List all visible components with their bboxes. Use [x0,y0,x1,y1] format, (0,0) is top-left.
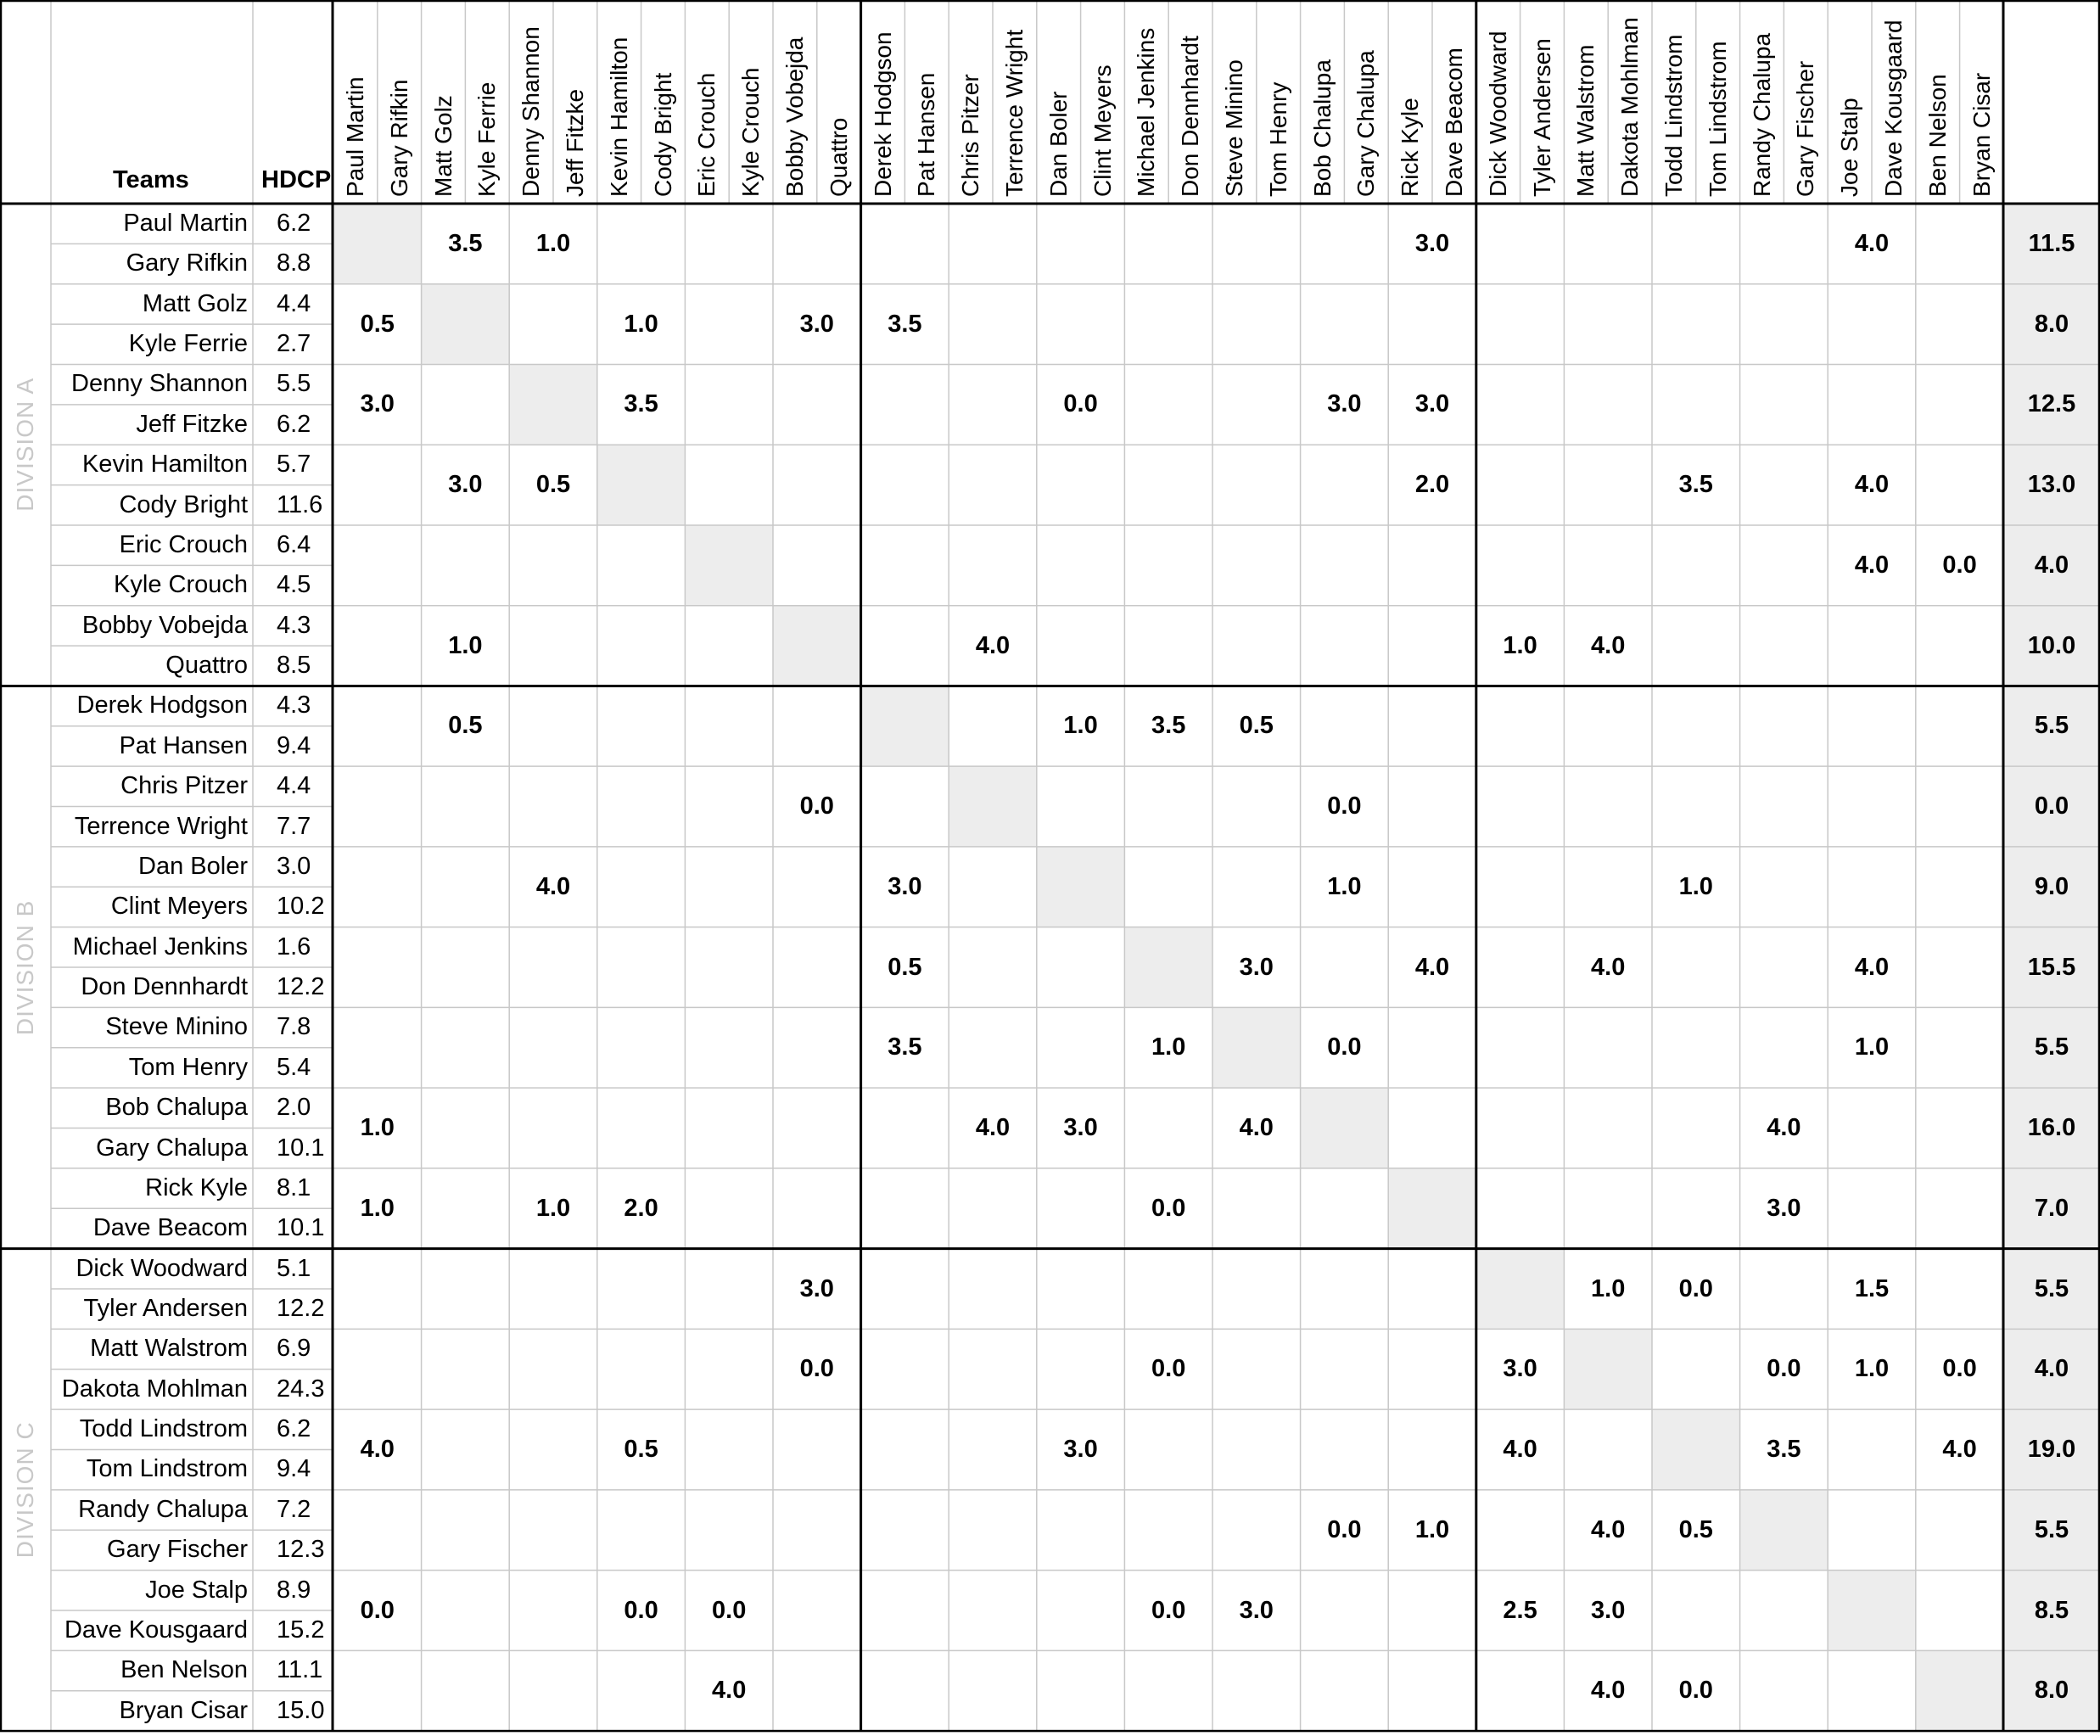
column-header-player: Matt Golz [429,95,456,197]
match-score: 3.5 [624,390,658,418]
match-score: 3.0 [799,1274,834,1302]
column-header-player: Quattro [825,117,852,197]
self-match-cell [597,445,686,525]
column-header-player: Dakota Mohlman [1616,17,1644,197]
match-score: 0.5 [1239,712,1274,740]
player-name: Kyle Ferrie [128,330,248,358]
player-hdcp: 5.1 [277,1254,311,1282]
teams-header: Teams [113,166,189,193]
player-hdcp: 7.2 [277,1495,311,1523]
match-score: 0.0 [799,1355,834,1383]
match-score: 4.0 [1414,953,1450,981]
player-name: Clint Meyers [110,893,248,921]
team-total: 8.0 [2034,310,2069,338]
match-score: 1.0 [1591,1274,1626,1302]
player-hdcp: 6.4 [277,530,311,558]
player-name: Dan Boler [138,852,248,880]
player-name: Denny Shannon [71,370,248,398]
match-score: 0.0 [1942,1355,1977,1383]
column-header-player: Bobby Vobejda [781,36,808,197]
match-score: 4.0 [1591,1677,1626,1705]
column-header-player: Kevin Hamilton [605,36,632,197]
match-score: 0.0 [360,1596,395,1624]
player-hdcp: 5.7 [277,451,311,479]
self-match-cell [773,606,861,686]
column-header-player: Terrence Wright [1001,29,1028,197]
match-score: 3.0 [888,872,922,900]
player-hdcp: 2.7 [277,330,311,358]
column-header-player: Derek Hodgson [869,31,896,197]
match-score: 0.0 [1151,1596,1186,1624]
match-score: 3.5 [1767,1436,1801,1464]
match-score: 3.5 [1151,712,1186,740]
player-name: Don Dennhardt [81,973,248,1001]
match-score: 0.5 [360,310,395,338]
column-header-player: Joe Stalp [1836,98,1863,197]
match-score: 0.0 [1942,551,1977,579]
match-score: 1.0 [535,230,571,257]
column-header-player: Tyler Andersen [1528,38,1555,197]
division-label: DIVISION C [12,1421,38,1559]
team-total: 10.0 [2027,631,2076,659]
division-label: DIVISION A [12,378,38,512]
player-hdcp: 10.2 [277,893,325,921]
match-score: 3.5 [888,310,922,338]
team-total: 11.5 [2028,230,2075,257]
column-header-player: Pat Hansen [913,72,940,197]
match-score: 2.0 [624,1194,658,1222]
player-hdcp: 8.5 [277,652,311,680]
self-match-cell [1652,1409,1740,1490]
match-score: 3.0 [1591,1596,1626,1624]
self-match-cell [1388,1168,1476,1249]
player-hdcp: 15.2 [277,1616,325,1644]
player-hdcp: 2.0 [277,1094,311,1122]
player-hdcp: 7.8 [277,1013,311,1041]
match-score: 1.0 [1854,1355,1890,1383]
player-name: Kevin Hamilton [81,451,248,479]
team-total: 5.5 [2034,712,2069,740]
player-name: Dave Kousgaard [64,1616,248,1644]
player-name: Randy Chalupa [78,1495,248,1523]
match-score: 4.0 [1239,1114,1274,1142]
player-name: Matt Golz [142,289,248,317]
column-header-player: Kyle Crouch [737,67,764,197]
player-name: Todd Lindstrom [79,1415,248,1443]
player-hdcp: 11.6 [277,490,323,518]
column-header-player: Tom Lindstrom [1704,41,1731,197]
match-score: 3.0 [1063,1436,1098,1464]
match-score: 0.0 [1151,1355,1186,1383]
match-score: 1.0 [1327,872,1362,900]
team-total: 0.0 [2034,792,2069,820]
player-hdcp: 11.1 [277,1656,323,1684]
player-hdcp: 6.9 [277,1335,311,1363]
player-name: Matt Walstrom [90,1335,248,1363]
team-total: 8.5 [2034,1596,2069,1624]
player-name: Tom Henry [128,1053,248,1081]
team-total: 15.5 [2027,953,2076,981]
player-name: Michael Jenkins [72,932,248,960]
self-match-cell [1916,1650,2004,1731]
player-hdcp: 3.0 [277,852,311,880]
self-match-cell [1828,1571,1916,1651]
match-score: 1.0 [1503,631,1537,659]
match-score: 4.0 [1591,953,1626,981]
match-score: 0.0 [1678,1274,1713,1302]
self-match-cell [1301,1088,1389,1168]
player-hdcp: 6.2 [277,410,311,438]
column-header-player: Jeff Fitzke [562,88,588,197]
team-total: 8.0 [2034,1677,2069,1705]
player-name: Paul Martin [123,210,248,237]
match-score: 4.0 [712,1677,747,1705]
player-hdcp: 4.4 [277,289,311,317]
player-hdcp: 5.5 [277,370,311,398]
team-total: 13.0 [2027,471,2076,499]
match-score: 3.5 [448,230,483,257]
player-hdcp: 9.4 [277,731,311,759]
column-header-player: Gary Chalupa [1352,50,1380,197]
column-header-player: Randy Chalupa [1748,32,1775,197]
team-total: 9.0 [2034,872,2069,900]
match-score: 1.0 [624,310,658,338]
match-score: 3.0 [799,310,834,338]
player-name: Ben Nelson [120,1656,248,1684]
match-score: 1.0 [360,1194,395,1222]
match-score: 4.0 [1503,1436,1537,1464]
player-name: Dave Beacom [92,1214,248,1242]
team-total: 5.5 [2034,1033,2069,1061]
player-name: Joe Stalp [145,1576,248,1604]
match-score: 0.0 [1063,390,1098,418]
division-label: DIVISION B [12,899,38,1035]
column-header-player: Matt Walstrom [1572,44,1599,197]
match-score: 1.0 [360,1114,395,1142]
match-score: 0.0 [1678,1677,1713,1705]
match-score: 0.0 [1151,1194,1186,1222]
self-match-cell [1124,927,1212,1008]
self-match-cell [333,204,422,284]
player-hdcp: 1.6 [277,932,311,960]
match-score: 4.0 [1591,631,1626,659]
column-header-player: Paul Martin [342,76,368,197]
self-match-cell [861,686,949,766]
match-score: 0.0 [1327,1515,1362,1543]
player-name: Dick Woodward [76,1254,248,1282]
player-name: Gary Chalupa [96,1134,248,1162]
column-header-player: Gary Fischer [1792,60,1819,197]
player-name: Steve Minino [105,1013,248,1041]
match-score: 3.0 [448,471,483,499]
column-header-player: Dave Kousgaard [1880,20,1907,197]
match-score: 3.0 [1414,390,1450,418]
team-total: 19.0 [2027,1436,2076,1464]
player-hdcp: 4.3 [277,611,311,639]
column-header-player: Gary Rifkin [385,79,412,197]
match-score: 0.5 [624,1436,658,1464]
player-name: Bobby Vobejda [81,611,248,639]
self-match-cell [1564,1329,1652,1409]
match-score: 4.0 [360,1436,395,1464]
match-score: 0.5 [448,712,483,740]
player-name: Chris Pitzer [120,772,248,800]
player-hdcp: 12.2 [277,973,325,1001]
match-score: 0.5 [1678,1515,1713,1543]
hdcp-header: HDCP [261,166,332,193]
column-header-player: Bob Chalupa [1308,59,1336,197]
self-match-cell [685,525,773,606]
player-name: Kyle Crouch [114,571,248,599]
self-match-cell [1212,1007,1301,1088]
team-total: 12.5 [2027,390,2076,418]
player-name: Jeff Fitzke [136,410,248,438]
match-score: 4.0 [1854,230,1890,257]
player-hdcp: 4.3 [277,692,311,720]
player-name: Gary Fischer [107,1536,248,1564]
match-score: 0.0 [1327,792,1362,820]
player-hdcp: 12.3 [277,1536,325,1564]
self-match-cell [509,364,597,445]
column-header-player: Denny Shannon [518,26,545,197]
match-score: 0.0 [799,792,834,820]
column-header-player: Ben Nelson [1924,74,1951,197]
match-score: 3.0 [1503,1355,1537,1383]
player-name: Bob Chalupa [105,1094,248,1122]
team-total: 16.0 [2027,1114,2076,1142]
match-score: 1.0 [448,631,483,659]
player-name: Cody Bright [119,490,248,518]
column-header-player: Steve Minino [1221,59,1247,197]
match-score: 4.0 [1942,1436,1977,1464]
match-score: 1.0 [535,1194,571,1222]
self-match-cell [422,284,510,365]
match-score: 2.5 [1503,1596,1537,1624]
player-name: Gary Rifkin [126,249,248,277]
player-hdcp: 5.4 [277,1053,311,1081]
column-header-player: Dan Boler [1044,91,1072,197]
player-name: Terrence Wright [74,812,248,840]
player-name: Bryan Cisar [119,1696,248,1724]
column-header-player: Kyle Ferrie [473,81,501,197]
match-score: 3.0 [1239,1596,1274,1624]
match-score: 3.0 [1414,230,1450,257]
team-total: 5.5 [2034,1274,2069,1302]
player-hdcp: 24.3 [277,1375,325,1403]
match-score: 4.0 [1854,471,1890,499]
match-score: 1.0 [1151,1033,1186,1061]
team-total: 4.0 [2034,551,2069,579]
self-match-cell [1740,1490,1828,1571]
player-hdcp: 8.1 [277,1173,311,1201]
column-header-player: Eric Crouch [693,72,720,197]
column-header-player: Dave Beacom [1441,48,1467,197]
player-hdcp: 8.8 [277,249,311,277]
team-total: 7.0 [2034,1194,2069,1222]
match-score: 3.0 [1239,953,1274,981]
player-hdcp: 10.1 [277,1134,325,1162]
match-score: 3.5 [888,1033,922,1061]
column-header-player: Chris Pitzer [957,74,984,197]
player-hdcp: 6.2 [277,210,311,237]
player-hdcp: 4.5 [277,571,311,599]
match-score: 4.0 [975,631,1011,659]
match-score: 2.0 [1414,471,1450,499]
self-match-cell [1037,847,1125,927]
player-name: Tom Lindstrom [86,1455,248,1483]
team-total: 5.5 [2034,1515,2069,1543]
player-name: Eric Crouch [119,530,248,558]
column-header-player: Clint Meyers [1089,64,1116,197]
player-hdcp: 10.1 [277,1214,325,1242]
player-name: Pat Hansen [119,731,248,759]
match-score: 4.0 [975,1114,1011,1142]
column-header-player: Tom Henry [1264,81,1291,197]
player-hdcp: 8.9 [277,1576,311,1604]
player-name: Derek Hodgson [76,692,248,720]
player-hdcp: 9.4 [277,1455,311,1483]
column-header-player: Michael Jenkins [1133,27,1160,197]
match-score: 0.5 [535,471,571,499]
column-header-player: Dick Woodward [1484,31,1511,197]
player-hdcp: 12.2 [277,1294,325,1322]
team-total: 4.0 [2034,1355,2069,1383]
match-score: 1.5 [1854,1274,1890,1302]
player-name: Tyler Andersen [83,1294,248,1322]
match-score: 1.0 [1414,1515,1450,1543]
player-name: Quattro [165,652,248,680]
self-match-cell [949,766,1037,847]
match-score: 3.5 [1678,471,1713,499]
player-hdcp: 7.7 [277,812,311,840]
player-name: Rick Kyle [145,1173,248,1201]
player-hdcp: 6.2 [277,1415,311,1443]
match-score: 3.0 [1767,1194,1801,1222]
column-header-player: Rick Kyle [1397,98,1424,197]
column-header-player: Bryan Cisar [1968,72,1995,197]
match-score: 4.0 [1591,1515,1626,1543]
match-score: 0.5 [888,953,922,981]
player-hdcp: 15.0 [277,1696,325,1724]
match-score: 4.0 [1767,1114,1801,1142]
match-score: 3.0 [1063,1114,1098,1142]
match-score: 3.0 [360,390,395,418]
match-score: 0.0 [712,1596,747,1624]
match-score: 0.0 [624,1596,658,1624]
match-score: 4.0 [535,872,571,900]
column-header-player: Todd Lindstrom [1660,34,1687,197]
match-score: 0.0 [1767,1355,1801,1383]
column-header-player: Cody Bright [649,72,676,197]
player-hdcp: 4.4 [277,772,311,800]
match-score: 1.0 [1854,1033,1890,1061]
match-score: 4.0 [1854,551,1890,579]
match-score: 1.0 [1678,872,1713,900]
match-score: 0.0 [1327,1033,1362,1061]
player-name: Dakota Mohlman [61,1375,248,1403]
match-score: 4.0 [1854,953,1890,981]
match-score: 1.0 [1063,712,1098,740]
self-match-cell [1476,1249,1565,1330]
match-score: 3.0 [1327,390,1362,418]
column-header-player: Don Dennhardt [1177,36,1204,197]
